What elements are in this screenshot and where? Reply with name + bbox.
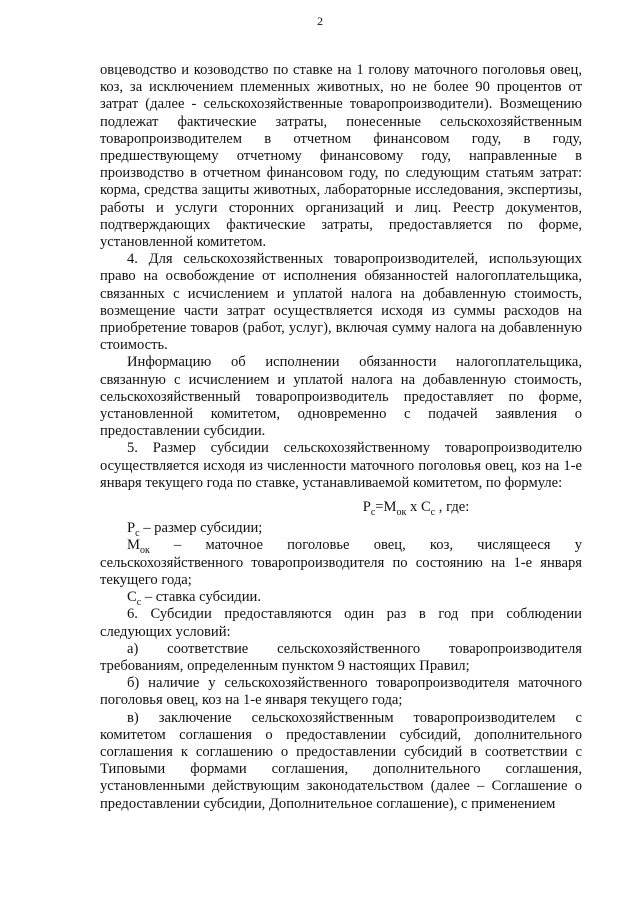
condition-b: б) наличие у сельскохозяйственного товаропроизводителя маточного поголовья овец, коз на 1-е января текущего года;: [100, 675, 582, 709]
paragraph-livestock-costs: овцеводство и козоводство по ставке на 1 голову маточного поголовья овец, коз, за исключением племенных животных, но не более 90 процентов от затрат (далее - сельскохозяйственные товаропроизводители). Возмещению подлежат фактические затраты, понесенные сельскохозяйственным товаропроизводителем в отчетном финансовом году, в году, предшествующему отчетному финансовому году, направленные в производство в отчетном финансовом году, по следующим статьям затрат: корма, средства защиты животных, лабораторные исследования, экспертизы, работы и услуги сторонних организаций и лиц. Реестр документов, подтверждающих фактические затраты, предоставляется по форме, установленной комитетом.: [100, 62, 582, 251]
paragraph-item-6: 6. Субсидии предоставляются один раз в год при соблюдении следующих условий:: [100, 606, 582, 640]
paragraph-item-5: 5. Размер субсидии сельскохозяйственному товаропроизводителю осуществляется исходя из численности маточного поголовья овец, коз на 1-е января текущего года по ставке, устанавливаемой комитетом, по формуле:: [100, 440, 582, 491]
definition-subsidy-amount: $P_с$ – размер субсидии;: [127, 520, 263, 540]
document-body: [100, 62, 582, 813]
subsidy-formula: $P_с=M_{ок}$ x $C_с$ , где:: [362, 499, 470, 518]
definition-subsidy-rate: $C_с$ – ставка субсидии.: [127, 589, 261, 608]
definition-breeding-stock: $M_{ок}$ – маточное поголовье овец, коз, числящееся у сельскохозяйственного товаропроизводителя по состоянию на 1-е января текущего года;: [100, 537, 582, 588]
page-number: 2: [317, 14, 323, 28]
paragraph-tax-info: Информацию об исполнении обязанности налогоплательщика, связанную с исчислением и уплатой налога на добавленную стоимость, сельскохозяйственный товаропроизводитель предоставляет по форме, установленной комитетом, одновременно с подачей заявления о предоставлении субсидии.: [100, 354, 582, 440]
condition-a: а) соответствие сельскохозяйственного товаропроизводителя требованиям, определенным пунктом 9 настоящих Правил;: [100, 640, 582, 674]
condition-c: в) заключение сельскохозяйственным товаропроизводителем с комитетом соглашения о предоставлении субсидий, дополнительного соглашения к соглашению о предоставлении субсидий в соответствии с Типовыми формами соглашения, дополнительного соглашения, установленными действующим законодательством (далее – Соглашение о предоставлении субсидии, Дополнительное соглашение), с применением: [100, 709, 582, 812]
paragraph-item-4: 4. Для сельскохозяйственных товаропроизводителей, использующих право на освобождение от исполнения обязанностей налогоплательщика, связанных с исчислением и уплатой налога на добавленную стоимость, возмещение части затрат осуществляется исходя из суммы расходов на приобретение товаров (работ, услуг), включая сумму налога на добавленную стоимость.: [100, 251, 582, 354]
